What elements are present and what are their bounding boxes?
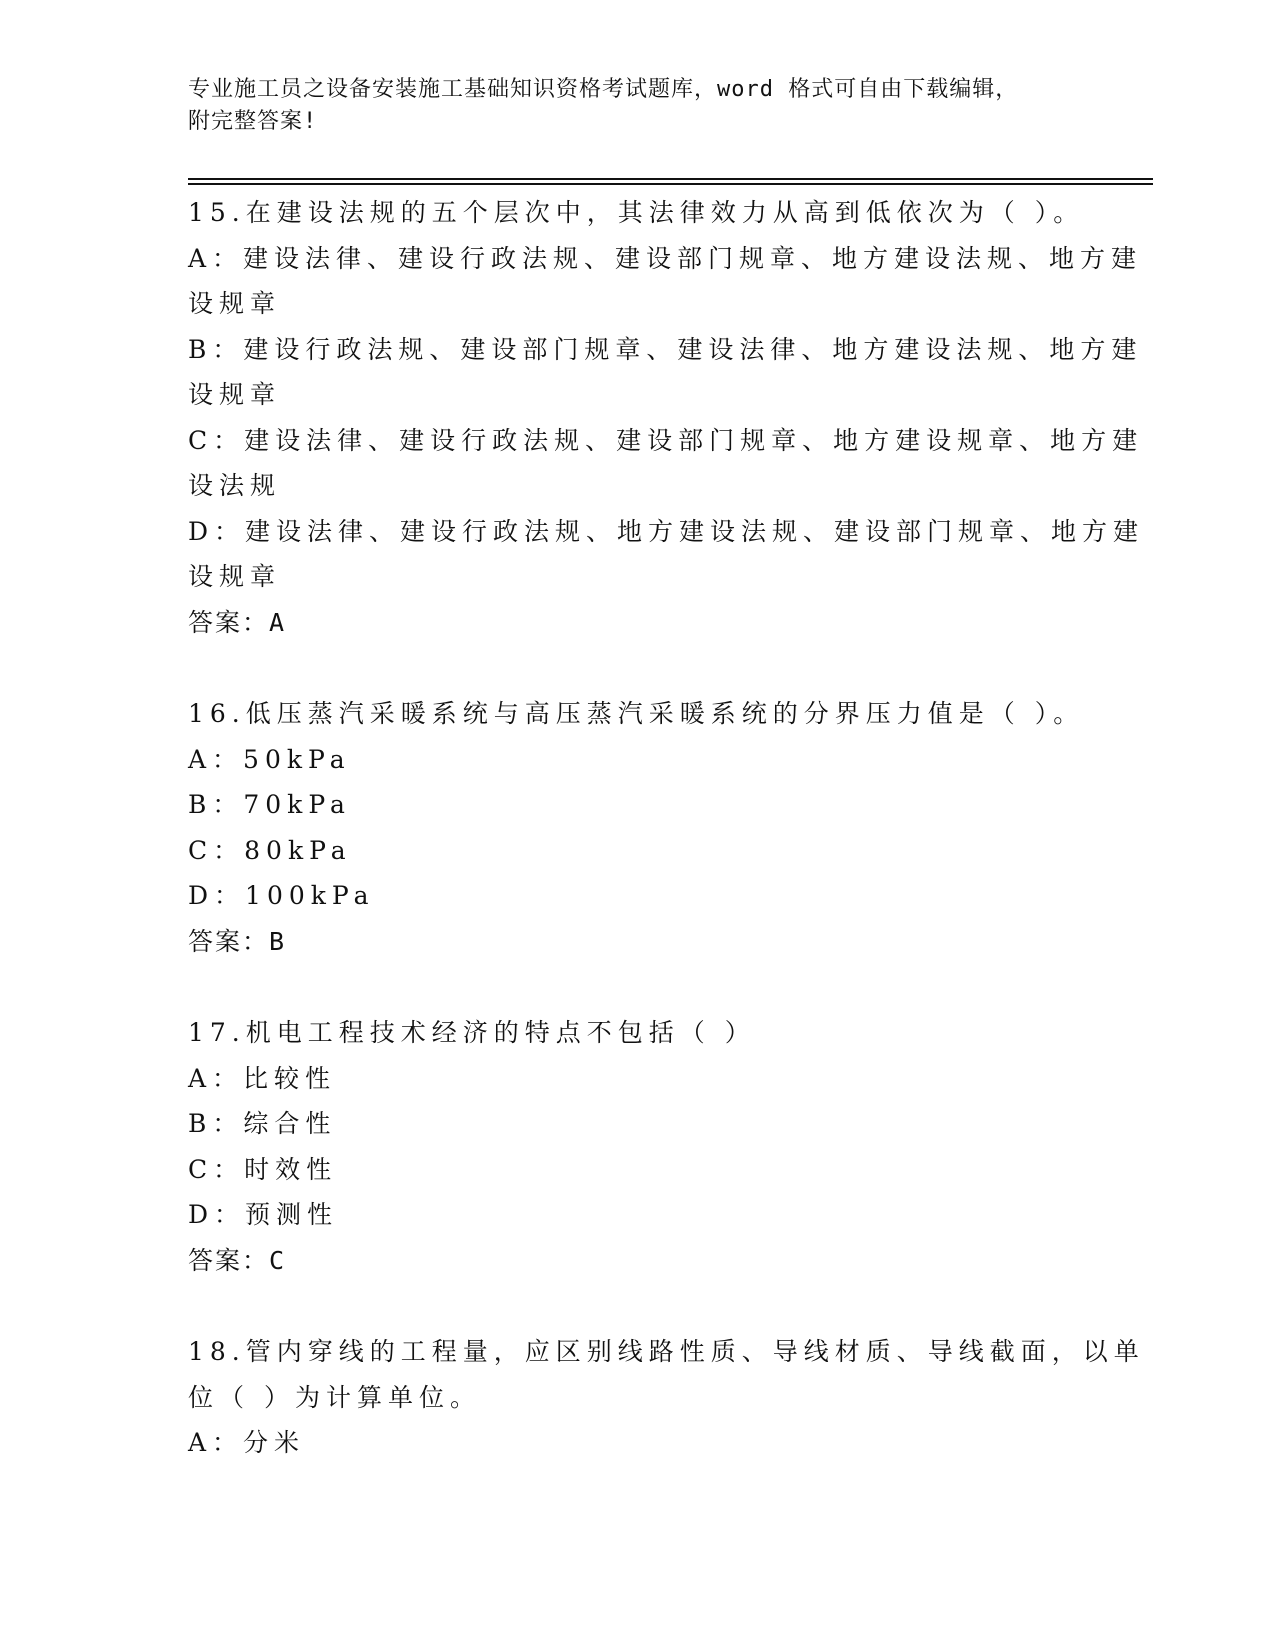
question-15-option-d-line-1: D：建设法律、建设行政法规、地方建设法规、建设部门规章、地方建	[188, 516, 1145, 546]
question-15-option-a-line-1: A：建设法律、建设行政法规、建设部门规章、地方建设法规、地方建	[188, 243, 1143, 273]
question-16-stem: 16.低压蒸汽采暖系统与高压蒸汽采暖系统的分界压力值是（ ）。	[188, 699, 1085, 728]
header-note	[188, 74, 1088, 138]
question-17-option-b: B：综合性	[188, 1109, 337, 1138]
question-18	[188, 1329, 1145, 1466]
question-17-stem: 17.机电工程技术经济的特点不包括（ ）	[188, 1018, 756, 1047]
question-15-option-d-line-2: 设规章	[188, 562, 282, 591]
question-16-option-a: A：50kPa	[188, 744, 351, 774]
question-16	[188, 691, 1085, 964]
question-15-option-a-line-2: 设规章	[188, 289, 282, 318]
question-18-stem-line-2: 位（ ）为计算单位。	[188, 1382, 481, 1412]
question-15-option-c-line-1: C：建设法律、建设行政法规、建设部门规章、地方建设规章、地方建	[188, 425, 1144, 455]
question-17	[188, 1010, 1078, 1283]
question-16-option-b: B：70kPa	[188, 790, 351, 819]
header-divider-top	[188, 178, 1153, 180]
question-15	[188, 190, 1145, 645]
question-17-answer: 答案：C	[188, 1245, 287, 1275]
question-16-option-c: C：80kPa	[188, 835, 352, 865]
question-15-option-c-line-2: 设法规	[188, 471, 282, 500]
question-17-option-a: A：比较性	[188, 1063, 337, 1093]
question-16-answer: 答案：B	[188, 926, 287, 956]
question-list	[188, 190, 1145, 1466]
header-line-2: 附完整答案!	[188, 109, 318, 134]
question-18-stem-line-1: 18.管内穿线的工程量，应区别线路性质、导线材质、导线截面，以单	[188, 1337, 1145, 1366]
question-17-option-d: D：预测性	[188, 1200, 339, 1229]
question-15-stem: 15.在建设法规的五个层次中，其法律效力从高到低依次为（ ）。	[188, 198, 1085, 227]
question-15-option-b-line-1: B：建设行政法规、建设部门规章、建设法律、地方建设法规、地方建	[188, 334, 1143, 364]
question-17-option-c: C：时效性	[188, 1154, 338, 1184]
header-line-1: 专业施工员之设备安装施工基础知识资格考试题库，word 格式可自由下载编辑，	[188, 77, 1019, 102]
question-16-option-d: D：100kPa	[188, 881, 375, 910]
question-15-option-b-line-2: 设规章	[188, 380, 282, 409]
question-15-answer: 答案：A	[188, 607, 287, 637]
header-divider-bottom	[188, 183, 1153, 185]
question-18-option-a: A：分米	[188, 1428, 306, 1457]
